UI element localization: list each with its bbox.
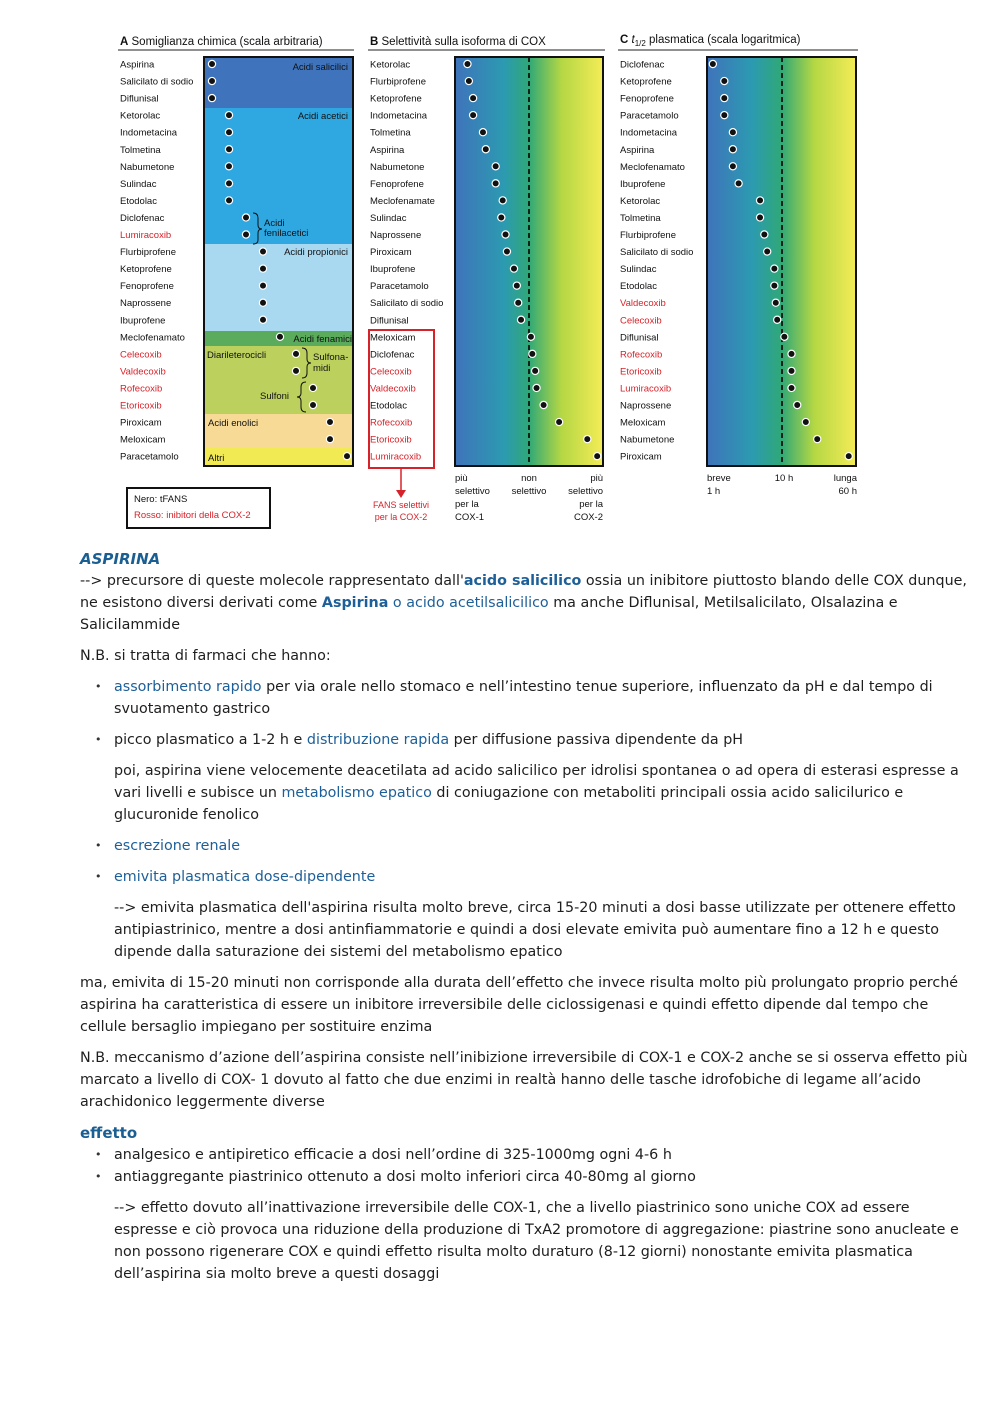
data-point xyxy=(540,401,547,408)
data-point xyxy=(502,231,509,238)
drug-label: Etoricoxib xyxy=(620,366,662,378)
label-sulfonamidi-2: midi xyxy=(313,363,331,374)
data-point xyxy=(729,163,736,170)
label-fenilacetici-1: Acidi xyxy=(264,218,285,229)
group-label-enolici: Acidi enolici xyxy=(208,418,259,429)
data-point xyxy=(482,146,489,153)
drug-label: Meclofenamate xyxy=(370,195,435,207)
data-point xyxy=(709,60,716,67)
data-point xyxy=(259,248,266,255)
drug-label: Aspirina xyxy=(620,144,655,156)
drug-label: Salicilato di sodio xyxy=(120,76,194,88)
data-point xyxy=(492,163,499,170)
list-item: • analgesico e antipiretico efficacie a dosi nell’ordine di 325-1000mg ogni 4-6 h xyxy=(80,1144,975,1166)
drug-label: Lumiracoxib xyxy=(370,451,422,463)
data-point xyxy=(533,384,540,391)
drug-label: Aspirina xyxy=(120,59,155,71)
data-point xyxy=(781,333,788,340)
aspirina-term: Aspirina xyxy=(321,595,389,611)
b-axis-right-1: più xyxy=(590,473,603,484)
group-label-fenamici: Acidi fenamici xyxy=(293,334,352,345)
drug-label: Naprossene xyxy=(370,230,422,241)
data-point xyxy=(756,197,763,204)
data-point xyxy=(845,453,852,460)
data-point xyxy=(584,436,591,443)
drug-label: Lumiracoxib xyxy=(620,383,672,395)
drug-label: Ketorolac xyxy=(620,195,661,207)
paragraph-durata-effetto: ma, emivita di 15-20 minuti non corrisponde alla durata dell’effetto che invece risulta molto più prolungato proprio perché aspirina ha caratteristica di essere un inibitore irreversibile delle ciclossigenasi e quindi effetto dipende dal tempo che cellule bersaglio impiegano per sostituire enzima xyxy=(80,975,959,1035)
label-sulfoni: Sulfoni xyxy=(260,391,290,402)
acido-salicilico-term: acido salicilico xyxy=(463,573,582,589)
drug-label: Flurbiprofene xyxy=(620,230,676,241)
drug-label: Naprossene xyxy=(620,400,672,412)
legend-red: Rosso: inibitori della COX-2 xyxy=(134,510,251,521)
drug-label: Flurbiprofene xyxy=(120,247,176,259)
group-label-propionici: Acidi propionici xyxy=(284,247,348,258)
data-point xyxy=(729,146,736,153)
data-point xyxy=(498,214,505,221)
drug-label: Ketoprofene xyxy=(370,93,422,105)
data-point xyxy=(259,316,266,323)
group-label-altri: Altri xyxy=(208,453,225,464)
drug-label: Valdecoxib xyxy=(120,366,166,378)
data-point xyxy=(556,418,563,425)
drug-label: Ketorolac xyxy=(370,59,411,71)
data-point xyxy=(208,60,215,67)
data-point xyxy=(309,384,316,391)
label-sulfonamidi-1: Sulfona- xyxy=(313,352,349,363)
data-point xyxy=(764,248,771,255)
data-point xyxy=(756,214,763,221)
data-point xyxy=(761,231,768,238)
data-point xyxy=(594,453,601,460)
drug-label: Diflunisal xyxy=(370,315,409,327)
paragraph-antiaggregante: --> effetto dovuto all’inattivazione irreversibile delle COX-1, che a livello piastrinico sono uniche COX ad essere espresse e ciò provoca una riduzione della produzione di TxA2 promotore di aggregazione: piastrine sono anucleate e non possono rigenerare COX e quindi effetto risulta molto duraturo (8-12 giorni) nonostante emivita plasmatica dell’aspirina sia molto breve a questi dosaggi xyxy=(114,1200,959,1282)
data-point xyxy=(814,436,821,443)
cox2-selective-label-1: FANS selettivi xyxy=(372,500,430,510)
data-point xyxy=(479,129,486,136)
drug-label: Sulindac xyxy=(120,178,157,190)
data-point xyxy=(470,112,477,119)
paragraph-emivita: --> emivita plasmatica dell'aspirina risulta molto breve, circa 15-20 minuti a dosi basse utilizzate per ottenere effetto antipiastrinico, mentre a dosi antinfiammatorie e quindi a dosi elevate emivita può aumentare fino a 12 h e questo dipende dalla saturazione dei sistemi del metabolismo epatico xyxy=(114,900,956,960)
list-item: • picco plasmatico a 1-2 h e distribuzione rapida per diffusione passiva dipendente da pH xyxy=(80,729,975,751)
drug-label: Diclofenac xyxy=(370,349,415,361)
drug-label: Paracetamolo xyxy=(120,451,179,463)
data-point xyxy=(225,112,232,119)
data-point xyxy=(326,418,333,425)
data-point xyxy=(532,367,539,374)
drug-label: Indometacina xyxy=(620,127,678,139)
data-point xyxy=(465,77,472,84)
drug-label: Valdecoxib xyxy=(370,383,416,395)
b-axis-right-3: per la xyxy=(579,499,603,510)
label-fenilacetici-2: fenilacetici xyxy=(264,228,309,239)
b-axis-right-2: selettivo xyxy=(568,486,603,497)
drug-label: Piroxicam xyxy=(620,451,662,463)
drug-label: Aspirina xyxy=(370,144,405,156)
b-axis-left-2: selettivo xyxy=(455,486,490,497)
drug-label: Meclofenamato xyxy=(120,332,185,344)
drug-label: Rofecoxib xyxy=(370,417,413,429)
b-axis-left-4: COX-1 xyxy=(455,512,485,523)
data-point xyxy=(225,129,232,136)
drug-label: Etodolac xyxy=(370,400,407,412)
drug-label: Sulindac xyxy=(370,212,407,224)
drug-label: Etoricoxib xyxy=(370,434,412,446)
data-point xyxy=(225,180,232,187)
drug-label: Nabumetone xyxy=(620,434,675,446)
data-point xyxy=(276,333,283,340)
data-point xyxy=(259,282,266,289)
paragraph-metabolismo: poi, aspirina viene velocemente deacetilata ad acido salicilico per idrolisi spontanea o ad opera di esterasi espresse a vari livelli e subisce un metabolismo epatico di coniugazione con metaboliti principali ossia acido salicilurico e glucuronide fenolico xyxy=(114,763,959,823)
data-point xyxy=(309,401,316,408)
aspirina-section xyxy=(80,548,975,1294)
drug-label: Lumiracoxib xyxy=(120,230,172,241)
drug-label: Celecoxib xyxy=(370,366,412,378)
group-label-salicilici: Acidi salicilici xyxy=(292,62,348,73)
cox2-selective-arrowhead xyxy=(396,490,406,498)
data-point xyxy=(517,316,524,323)
drug-label: Celecoxib xyxy=(620,315,662,327)
drug-label: Fenoprofene xyxy=(120,281,174,293)
properties-list xyxy=(80,676,975,751)
data-point xyxy=(208,77,215,84)
data-point xyxy=(225,146,232,153)
data-point xyxy=(499,197,506,204)
list-item: • emivita plasmatica dose-dipendente xyxy=(80,866,975,888)
drug-label: Etodolac xyxy=(120,195,157,207)
group-band-altri xyxy=(204,448,353,466)
drug-label: Tolmetina xyxy=(370,127,411,139)
drug-label: Meloxicam xyxy=(120,434,166,446)
drug-label: Celecoxib xyxy=(120,349,162,361)
drug-label: Ibuprofene xyxy=(120,315,166,327)
drug-label: Piroxicam xyxy=(120,417,162,429)
data-point xyxy=(788,350,795,357)
drug-label: Etodolac xyxy=(620,281,657,293)
data-point xyxy=(225,197,232,204)
data-point xyxy=(343,453,350,460)
data-point xyxy=(515,299,522,306)
drug-label: Naprossene xyxy=(120,298,172,310)
data-point xyxy=(510,265,517,272)
b-axis-left-1: più xyxy=(455,473,468,484)
data-point xyxy=(721,77,728,84)
data-point xyxy=(259,265,266,272)
drug-label: Salicilato di sodio xyxy=(370,298,444,310)
data-point xyxy=(721,112,728,119)
group-label-diarileterocicli: Diarileterocicli xyxy=(207,350,267,361)
data-point xyxy=(492,180,499,187)
data-point xyxy=(208,95,215,102)
panel-b-title: B Selettività sulla isoforma di COX xyxy=(370,36,546,48)
c-axis-mid: 10 h xyxy=(774,473,794,484)
properties-list-2 xyxy=(80,835,975,888)
c-axis-left-1: breve xyxy=(707,473,731,484)
drug-label: Meclofenamato xyxy=(620,161,685,173)
data-point xyxy=(503,248,510,255)
b-axis-mid-2: selettivo xyxy=(511,486,547,497)
effetto-list xyxy=(80,1144,975,1188)
drug-label: Paracetamolo xyxy=(620,110,679,122)
paragraph-precursore: --> precursore di queste molecole rappresentato dall'acido salicilico ossia un inibitore piuttosto blando delle COX dunque, ne esistono diversi derivati come Aspirina o acido acetilsalicilico ma anche Diflunisal, Metilsalicilato, Olsalazina e Salicilammide xyxy=(80,573,967,633)
data-point xyxy=(242,231,249,238)
data-point xyxy=(292,350,299,357)
data-point xyxy=(794,401,801,408)
data-point xyxy=(721,95,728,102)
data-point xyxy=(527,333,534,340)
drug-label: Piroxicam xyxy=(370,247,412,259)
b-axis-left-3: per la xyxy=(455,499,479,510)
data-point xyxy=(772,299,779,306)
data-point xyxy=(225,163,232,170)
drug-label: Meloxicam xyxy=(620,417,666,429)
drug-label: Nabumetone xyxy=(120,161,175,173)
drug-label: Fenoprofene xyxy=(370,178,424,190)
list-item: • antiaggregante piastrinico ottenuto a dosi molto inferiori circa 40-80mg al giorno xyxy=(80,1166,975,1188)
data-point xyxy=(259,299,266,306)
c-axis-right-2: 60 h xyxy=(838,486,857,497)
drug-label: Ketoprofene xyxy=(620,76,672,88)
cox2-selective-label-2: per la COX-2 xyxy=(374,512,428,522)
drug-label: Indometacina xyxy=(120,127,178,139)
drug-label: Diflunisal xyxy=(120,93,159,105)
drug-label: Rofecoxib xyxy=(120,383,163,395)
paragraph-meccanismo: N.B. meccanismo d’azione dell’aspirina consiste nell’inibizione irreversibile di COX-1 e COX-2 anche se si osserva effetto più marcato a livello di COX- 1 dovuto al fatto che due enzimi in realtà hanno delle tasche idrofobiche di legame all’acido arachidonico leggermente diverse xyxy=(80,1050,968,1110)
c-axis-left-2: 1 h xyxy=(707,486,721,497)
data-point xyxy=(326,436,333,443)
drug-label: Valdecoxib xyxy=(620,298,666,310)
data-point xyxy=(529,350,536,357)
data-point xyxy=(292,367,299,374)
drug-label: Ibuprofene xyxy=(370,264,416,276)
b-axis-right-4: COX-2 xyxy=(573,512,603,523)
drug-label: Rofecoxib xyxy=(620,349,663,361)
data-point xyxy=(788,384,795,391)
legend-black: Nero: tFANS xyxy=(134,494,188,505)
drug-label: Tolmetina xyxy=(620,212,661,224)
drug-label: Paracetamolo xyxy=(370,281,429,293)
data-point xyxy=(242,214,249,221)
data-point xyxy=(788,367,795,374)
drug-label: Tolmetina xyxy=(120,144,161,156)
data-point xyxy=(729,129,736,136)
drug-label: Etoricoxib xyxy=(120,400,162,412)
drug-label: Diflunisal xyxy=(620,332,659,344)
drug-label: Diclofenac xyxy=(620,59,665,71)
c-axis-right-1: lunga xyxy=(833,473,857,484)
group-label-acetici: Acidi acetici xyxy=(297,111,348,122)
drug-label: Meloxicam xyxy=(370,332,416,344)
effetto-heading: effetto xyxy=(80,1124,138,1142)
drug-label: Sulindac xyxy=(620,264,657,276)
drug-label: Indometacina xyxy=(370,110,428,122)
nsaid-comparison-figure xyxy=(0,0,1000,545)
drug-label: Salicilato di sodio xyxy=(620,247,694,259)
drug-label: Diclofenac xyxy=(120,212,165,224)
panel-a-title: A Somiglianza chimica (scala arbitraria) xyxy=(120,36,323,48)
drug-label: Ketoprofene xyxy=(120,264,172,276)
data-point xyxy=(464,60,471,67)
data-point xyxy=(774,316,781,323)
list-item: • assorbimento rapido per via orale nello stomaco e nell’intestino tenue superiore, influenzato da pH e dal tempo di svuotamento gastrico xyxy=(80,676,975,720)
data-point xyxy=(771,265,778,272)
drug-label: Nabumetone xyxy=(370,161,425,173)
data-point xyxy=(470,95,477,102)
data-point xyxy=(802,418,809,425)
nb-farmaci: N.B. si tratta di farmaci che hanno: xyxy=(80,648,331,664)
drug-label: Fenoprofene xyxy=(620,93,674,105)
drug-label: Ibuprofene xyxy=(620,178,666,190)
data-point xyxy=(771,282,778,289)
drug-label: Ketorolac xyxy=(120,110,161,122)
b-axis-mid-1: non xyxy=(521,473,537,484)
panel-c-title: C $t_{1/2}$ plasmatica (scala logaritmica) xyxy=(620,34,801,48)
drug-label: Flurbiprofene xyxy=(370,76,426,88)
data-point xyxy=(735,180,742,187)
aspirina-heading: ASPIRINA xyxy=(80,550,161,568)
list-item: • escrezione renale xyxy=(80,835,975,857)
data-point xyxy=(513,282,520,289)
